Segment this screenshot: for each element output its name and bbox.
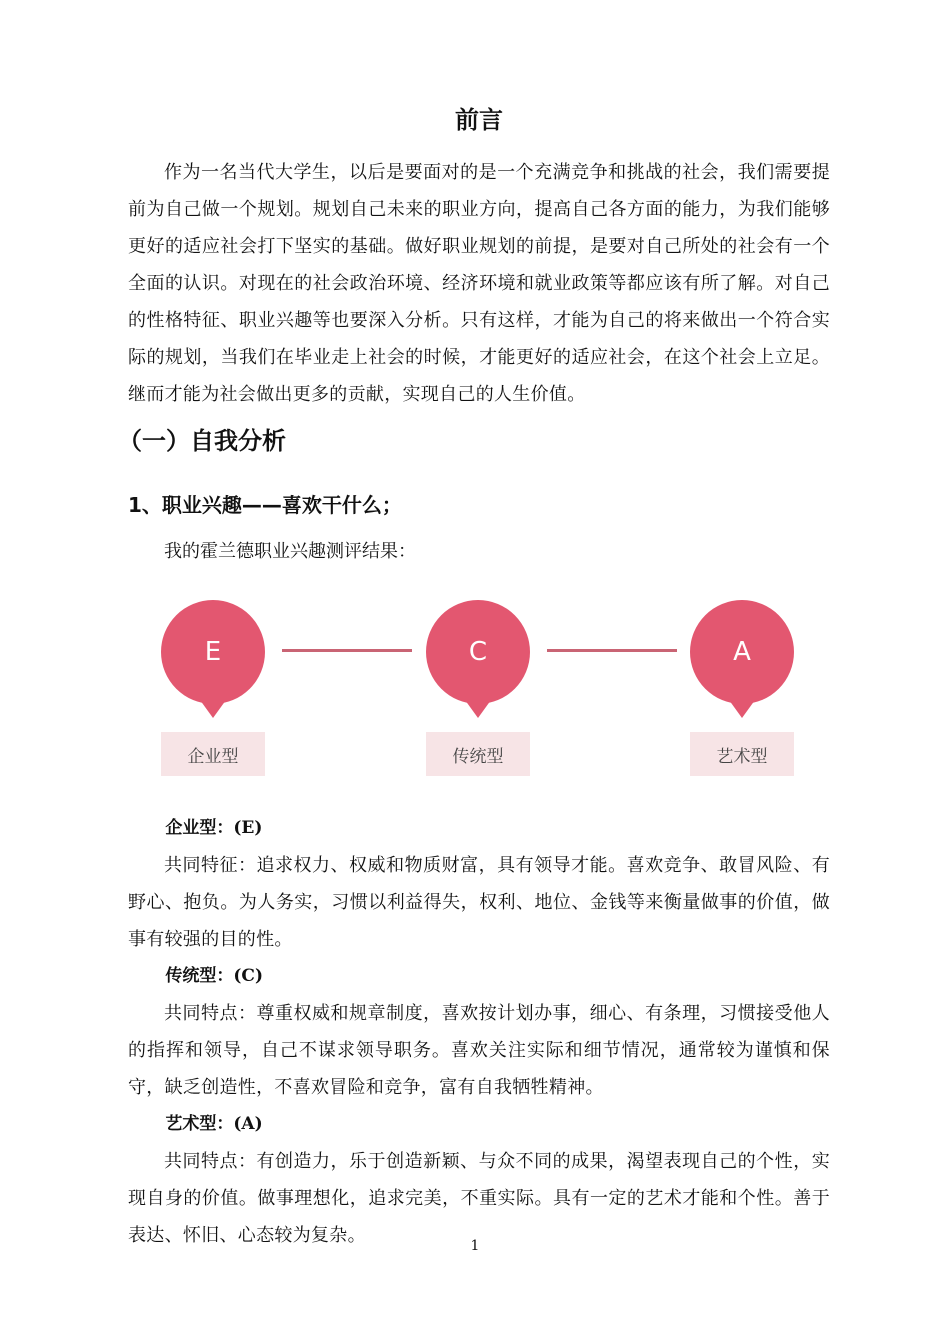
type-section-enterprising <box>128 810 830 958</box>
type-name: 传统型： <box>165 966 234 986</box>
holland-node-c <box>426 600 530 767</box>
type-section-conventional <box>128 958 830 1106</box>
node-circle <box>426 600 530 704</box>
section-heading-self-analysis: （一）自我分析 <box>118 427 286 455</box>
node-letter: E <box>204 637 222 667</box>
node-circle <box>690 600 794 704</box>
page-number: 1 <box>470 1238 480 1254</box>
node-label: 企业型 <box>161 732 265 776</box>
type-heading <box>128 810 830 847</box>
pin-pointer-icon <box>729 700 755 718</box>
holland-node-e <box>161 600 265 767</box>
connector-line <box>282 649 412 652</box>
connector-line <box>547 649 677 652</box>
pin-pointer-icon <box>465 700 491 718</box>
preface-body: 作为一名当代大学生，以后是要面对的是一个充满竞争和挑战的社会，我们需要提前为自己做一个规划。规划自己未来的职业方向，提高自己各方面的能力，为我们能够更好的适应社会打下坚实的基础。做好职业规划的前提，是要对自己所处的社会有一个全面的认识。对现在的社会政治环境、经济环境和就业政策等都应该有所了解。对自己的性格特征、职业兴趣等也要深入分析。只有这样，才能为自己的将来做出一个符合实际的规划，当我们在毕业走上社会的时候，才能更好的适应社会，在这个社会上立足。继而才能为社会做出更多的贡献，实现自己的人生价值。 <box>128 162 830 405</box>
holland-intro: 我的霍兰德职业兴趣测评结果： <box>164 541 416 562</box>
type-heading <box>128 1106 830 1143</box>
node-letter: A <box>733 637 751 667</box>
subheading-career-interest: 1、职业兴趣——喜欢干什么； <box>128 493 402 517</box>
type-section-artistic <box>128 1106 830 1254</box>
type-description: 共同特点：尊重权威和规章制度，喜欢按计划办事，细心、有条理，习惯接受他人的指挥和领导，自己不谋求领导职务。喜欢关注实际和细节情况，通常较为谨慎和保守，缺乏创造性，不喜欢冒险和竞争，富有自我牺牲精神。 <box>128 1003 830 1098</box>
type-heading <box>128 958 830 995</box>
type-description: 共同特征：追求权力、权威和物质财富，具有领导才能。喜欢竞争、敢冒风险、有野心、抱负。为人务实，习惯以利益得失，权利、地位、金钱等来衡量做事的价值，做事有较强的目的性。 <box>128 855 830 950</box>
type-name: 企业型： <box>165 818 234 838</box>
pin-pointer-icon <box>200 700 226 718</box>
page-content <box>118 100 830 1254</box>
type-code: (E) <box>233 818 263 838</box>
node-letter: C <box>468 637 488 667</box>
preface-title: 前言 <box>455 106 503 134</box>
type-description: 共同特点：有创造力，乐于创造新颖、与众不同的成果，渴望表现自己的个性，实现自身的价值。做事理想化，追求完美，不重实际。具有一定的艺术才能和个性。善于表达、怀旧、心态较为复杂。 <box>128 1151 830 1246</box>
node-circle <box>161 600 265 704</box>
node-label: 艺术型 <box>690 732 794 776</box>
holland-code-diagram <box>128 600 830 800</box>
type-name: 艺术型： <box>165 1114 234 1134</box>
node-label: 传统型 <box>426 732 530 776</box>
type-code: (A) <box>233 1114 263 1134</box>
type-code: (C) <box>233 966 264 986</box>
holland-node-a <box>690 600 794 767</box>
